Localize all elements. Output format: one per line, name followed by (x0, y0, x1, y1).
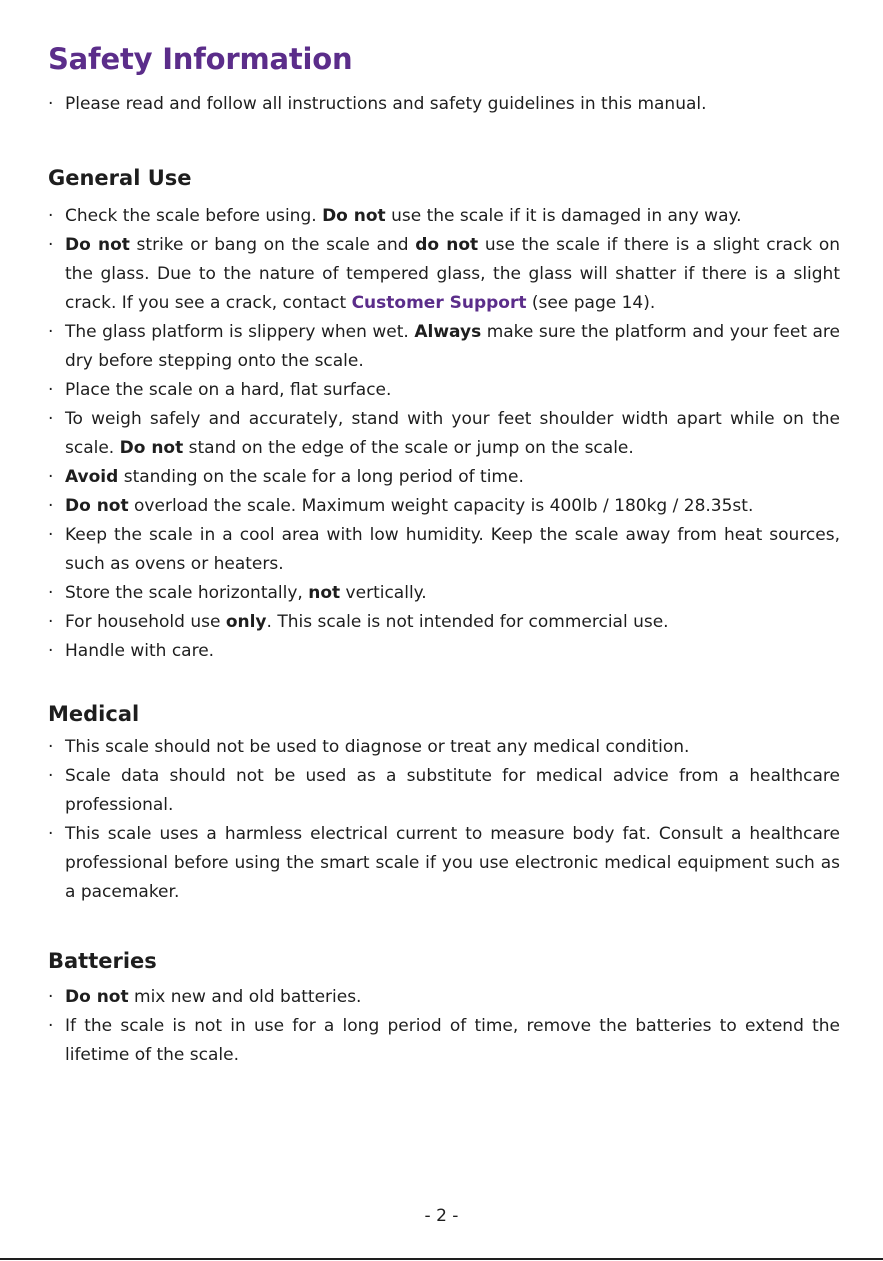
body-text: This scale uses a harmless electrical current to measure body fat. Consult a healthcare professional before using the smart scale if you use electronic medical equipment such as a pacemaker. (65, 824, 840, 902)
general-item (48, 463, 840, 492)
body-text: Scale data should not be used as a substitute for medical advice from a healthcare professional. (65, 766, 840, 815)
emphasis-text: do not (415, 235, 479, 255)
batteries-heading: Batteries (48, 949, 157, 973)
body-text: overload the scale. Maximum weight capacity is 400lb / 180kg / 28.35st. (128, 496, 754, 516)
customer-support-link[interactable]: Customer Support (351, 293, 527, 313)
medical-item (48, 820, 840, 907)
general-item (48, 637, 840, 666)
emphasis-text: Do not (322, 206, 386, 226)
body-text: The glass platform is slippery when wet. (65, 322, 415, 342)
body-text: Check the scale before using. (65, 206, 323, 226)
body-text: (see page 14). (526, 293, 656, 313)
general-item (48, 579, 840, 608)
general-item (48, 521, 840, 579)
body-text: This scale should not be used to diagnose or treat any medical condition. (65, 737, 690, 757)
body-text: Keep the scale in a cool area with low humidity. Keep the scale away from heat sources, such as ovens or heaters. (65, 525, 840, 574)
body-text: To weigh safely and accurately, stand with your feet shoulder width apart while on the scale. (65, 409, 840, 458)
general-item (48, 376, 840, 405)
emphasis-text: not (308, 583, 341, 603)
body-text: Place the scale on a hard, flat surface. (65, 380, 392, 400)
medical-item (48, 762, 840, 820)
body-text: make sure the platform and your feet are dry before stepping onto the scale. (65, 322, 840, 371)
body-text: For household use (65, 612, 226, 632)
general-item (48, 608, 840, 637)
general-use-list (48, 202, 840, 666)
batteries-list (48, 983, 840, 1070)
page-title: Safety Information (48, 42, 353, 76)
emphasis-text: Always (414, 322, 482, 342)
body-text: vertically. (340, 583, 427, 603)
intro-item: · Please read and follow all instructions and safety guidelines in this manual. (48, 90, 840, 119)
bottom-rule (0, 1258, 883, 1260)
page-number: - 2 - (424, 1206, 459, 1226)
batteries-item (48, 983, 840, 1012)
general-item (48, 492, 840, 521)
general-item (48, 202, 840, 231)
emphasis-text: Do not (65, 987, 129, 1007)
medical-item (48, 733, 840, 762)
emphasis-text: Do not (65, 496, 129, 516)
intro-list (48, 90, 840, 119)
medical-list (48, 733, 840, 907)
emphasis-text: Do not (65, 235, 130, 255)
body-text: . This scale is not intended for commercial use. (266, 612, 669, 632)
body-text: strike or bang on the scale and (129, 235, 416, 255)
body-text: use the scale if it is damaged in any way. (385, 206, 742, 226)
emphasis-text: only (225, 612, 267, 632)
medical-heading: Medical (48, 702, 140, 726)
body-text: use the scale if there is a slight crack on the glass. Due to the nature of tempered glass, the glass will shatter if there is a slight crack. If you see a crack, contact (65, 235, 841, 313)
general-item (48, 318, 840, 376)
body-text: Store the scale horizontally, (65, 583, 309, 603)
body-text: standing on the scale for a long period of time. (118, 467, 524, 487)
batteries-item (48, 1012, 840, 1070)
emphasis-text: Avoid (65, 467, 119, 487)
general-use-heading: General Use (48, 166, 192, 190)
emphasis-text: Do not (119, 438, 184, 458)
body-text: If the scale is not in use for a long period of time, remove the batteries to extend the lifetime of the scale. (65, 1016, 840, 1065)
body-text: mix new and old batteries. (128, 987, 362, 1007)
body-text: Handle with care. (65, 641, 215, 661)
body-text: stand on the edge of the scale or jump on the scale. (183, 438, 634, 458)
general-item (48, 231, 840, 318)
general-item (48, 405, 840, 463)
